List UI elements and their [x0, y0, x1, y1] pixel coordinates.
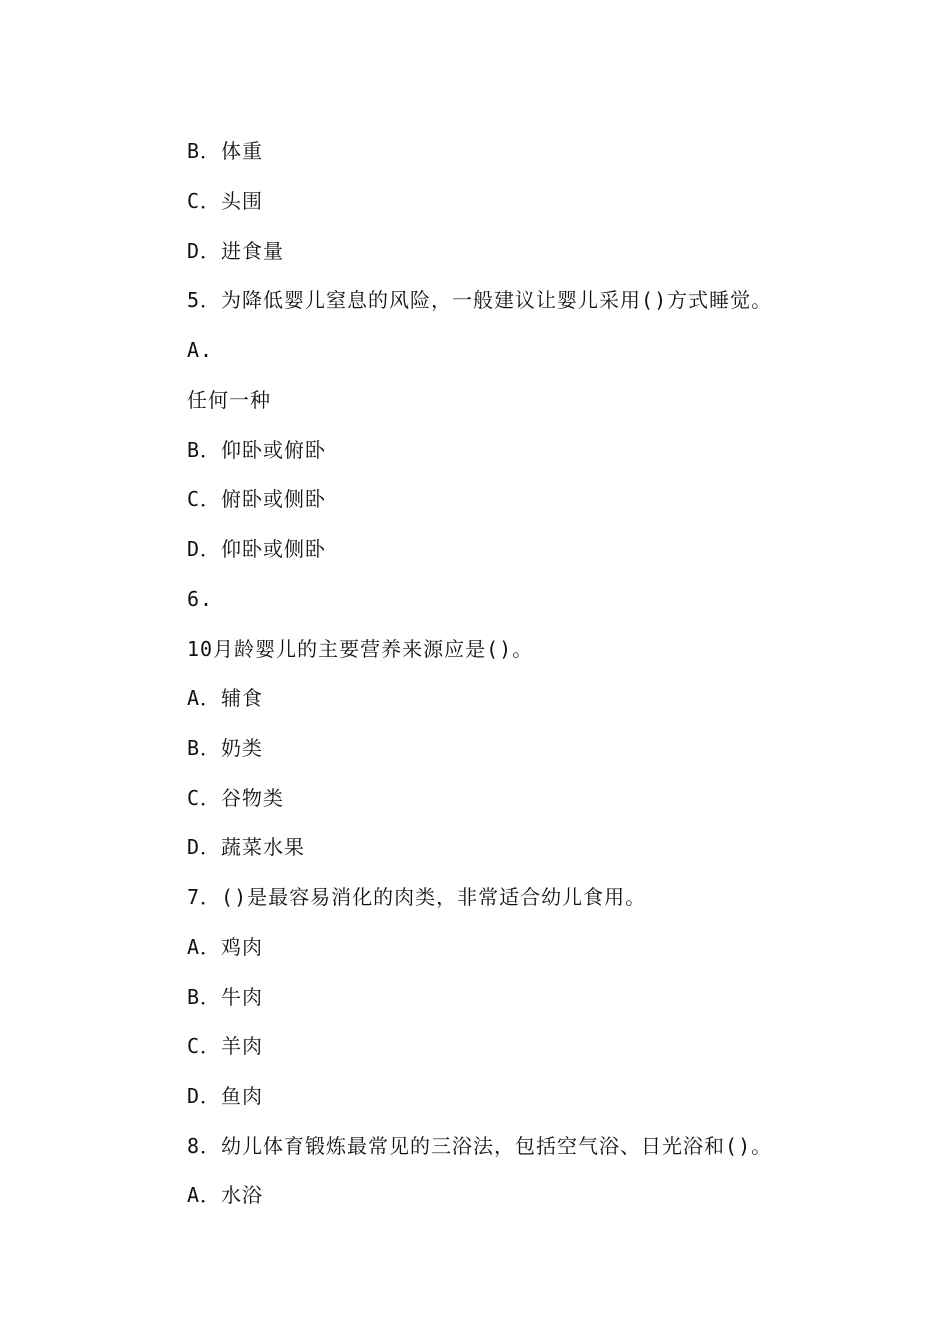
question-7: 7．()是最容易消化的肉类，非常适合幼儿食用。 [187, 885, 647, 909]
option-b-beef: B．牛肉 [187, 985, 264, 1009]
option-d-supine-side: D．仰卧或侧卧 [187, 537, 327, 561]
option-c-grains: C．谷物类 [187, 786, 285, 810]
question-8: 8．幼儿体育锻炼最常见的三浴法，包括空气浴、日光浴和()。 [187, 1134, 773, 1158]
option-b-milk: B．奶类 [187, 736, 264, 760]
question-5: 5．为降低婴儿窒息的风险，一般建议让婴儿采用()方式睡觉。 [187, 288, 773, 312]
option-a-chicken: A．鸡肉 [187, 935, 264, 959]
option-d-food-intake: D．进食量 [187, 239, 285, 263]
option-b-weight: B．体重 [187, 139, 264, 163]
option-a-label: A. [187, 338, 214, 362]
option-c-prone-side: C．俯卧或侧卧 [187, 487, 327, 511]
option-b-supine-prone: B．仰卧或俯卧 [187, 438, 327, 462]
option-d-vegetables-fruits: D．蔬菜水果 [187, 835, 306, 859]
question-6-number: 6. [187, 587, 214, 611]
option-a-any: 任何一种 [187, 388, 271, 412]
option-a-complementary-food: A．辅食 [187, 686, 264, 710]
option-c-mutton: C．羊肉 [187, 1034, 264, 1058]
question-6-text: 10月龄婴儿的主要营养来源应是()。 [187, 637, 534, 661]
option-d-fish: D．鱼肉 [187, 1084, 264, 1108]
option-a-water-bath: A．水浴 [187, 1183, 264, 1207]
option-c-head-circumference: C．头围 [187, 189, 264, 213]
